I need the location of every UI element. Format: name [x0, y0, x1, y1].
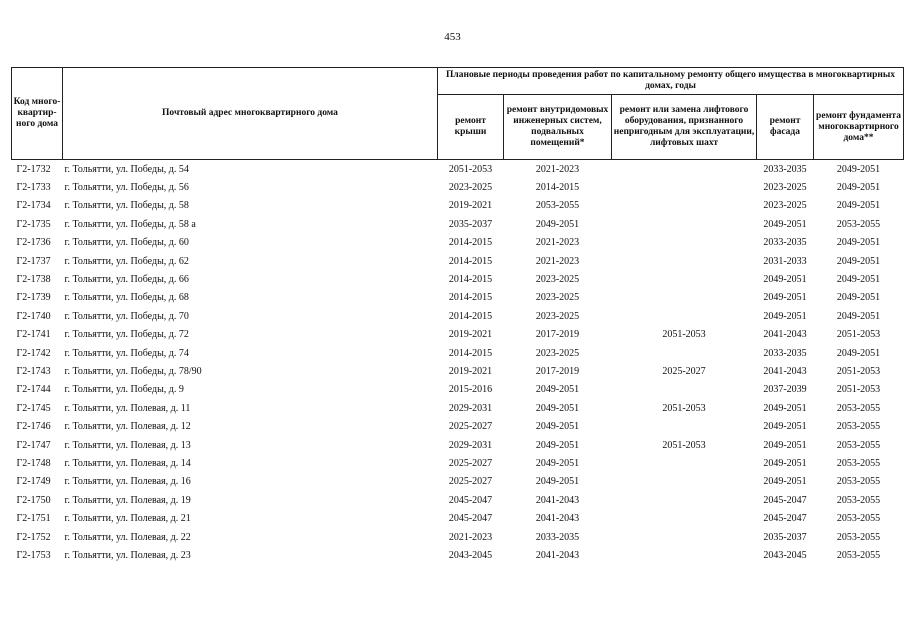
cell-elevator — [612, 270, 757, 288]
cell-code: Г2-1744 — [16, 384, 51, 396]
cell-roof: 2029-2031 — [448, 402, 493, 414]
cell-address: г. Тольятти, ул. Победы, д. 66 — [64, 274, 189, 286]
table-row — [12, 473, 904, 491]
cell-address: г. Тольятти, ул. Победы, д. 54 — [64, 163, 189, 175]
cell-systems: 2041-2043 — [535, 513, 580, 525]
cell-code: Г2-1753 — [16, 549, 51, 561]
cell-code: Г2-1743 — [16, 365, 51, 377]
cell-elevator — [612, 473, 757, 491]
cell-address: г. Тольятти, ул. Полевая, д. 16 — [64, 476, 191, 488]
cell-systems: 2049-2051 — [535, 421, 580, 433]
cell-address: г. Тольятти, ул. Победы, д. 9 — [64, 384, 184, 396]
cell-code: Г2-1745 — [16, 402, 51, 414]
cell-facade: 2049-2051 — [763, 274, 807, 286]
cell-roof: 2014-2015 — [448, 274, 493, 286]
cell-foundation: 2051-2053 — [836, 329, 881, 341]
cell-code: Г2-1732 — [16, 163, 51, 175]
cell-code: Г2-1749 — [16, 476, 51, 488]
cell-elevator — [612, 215, 757, 233]
cell-address: г. Тольятти, ул. Победы, д. 58 а — [64, 218, 196, 230]
cell-address: г. Тольятти, ул. Полевая, д. 13 — [64, 439, 191, 451]
cell-roof: 2021-2023 — [448, 531, 493, 543]
cell-address: г. Тольятти, ул. Полевая, д. 21 — [64, 513, 191, 525]
cell-facade: 2049-2051 — [763, 218, 807, 230]
cell-code: Г2-1750 — [16, 494, 51, 506]
table-row — [12, 509, 904, 527]
cell-roof: 2019-2021 — [448, 200, 493, 212]
table-row — [12, 270, 904, 288]
table-row — [12, 417, 904, 435]
cell-roof: 2014-2015 — [448, 292, 493, 304]
cell-systems: 2021-2023 — [535, 255, 580, 267]
table-header — [12, 68, 904, 160]
cell-code: Г2-1737 — [16, 255, 51, 267]
cell-elevator — [612, 252, 757, 270]
cell-address: г. Тольятти, ул. Победы, д. 74 — [64, 347, 189, 359]
cell-foundation: 2053-2055 — [836, 218, 881, 230]
cell-systems: 2053-2055 — [535, 200, 580, 212]
cell-facade: 2049-2051 — [763, 402, 807, 414]
cell-code: Г2-1734 — [16, 200, 51, 212]
cell-systems: 2023-2025 — [535, 274, 580, 286]
cell-systems: 2049-2051 — [535, 457, 580, 469]
cell-systems: 2023-2025 — [535, 292, 580, 304]
cell-elevator — [612, 289, 757, 307]
cell-roof: 2015-2016 — [448, 384, 493, 396]
cell-facade: 2045-2047 — [763, 494, 807, 506]
cell-systems: 2049-2051 — [535, 218, 580, 230]
cell-address: г. Тольятти, ул. Победы, д. 60 — [64, 237, 189, 249]
header-roof: ремонт крыши — [438, 95, 504, 160]
cell-code: Г2-1735 — [16, 218, 51, 230]
cell-address: г. Тольятти, ул. Полевая, д. 23 — [64, 549, 191, 561]
cell-elevator: 2051-2053 — [662, 439, 706, 451]
cell-systems: 2017-2019 — [535, 329, 580, 341]
cell-roof: 2014-2015 — [448, 237, 493, 249]
cell-foundation: 2053-2055 — [836, 513, 881, 525]
cell-roof: 2025-2027 — [448, 476, 493, 488]
table-row — [12, 160, 904, 179]
cell-address: г. Тольятти, ул. Победы, д. 70 — [64, 310, 189, 322]
cell-roof: 2014-2015 — [448, 255, 493, 267]
cell-address: г. Тольятти, ул. Победы, д. 72 — [64, 329, 189, 341]
cell-code: Г2-1752 — [16, 531, 51, 543]
cell-address: г. Тольятти, ул. Победы, д. 78/90 — [64, 365, 202, 377]
cell-facade: 2037-2039 — [763, 384, 807, 396]
header-address: Почтовый адрес многоквартирного дома — [63, 68, 438, 160]
table-row — [12, 307, 904, 325]
table-row — [12, 491, 904, 509]
cell-address: г. Тольятти, ул. Победы, д. 68 — [64, 292, 189, 304]
cell-foundation: 2049-2051 — [836, 182, 881, 194]
cell-systems: 2049-2051 — [535, 384, 580, 396]
cell-elevator — [612, 160, 757, 179]
cell-foundation: 2049-2051 — [836, 255, 881, 267]
cell-roof: 2023-2025 — [448, 182, 493, 194]
cell-code: Г2-1751 — [16, 513, 51, 525]
cell-systems: 2023-2025 — [535, 310, 580, 322]
cell-foundation: 2049-2051 — [836, 347, 881, 359]
cell-elevator — [612, 178, 757, 196]
cell-systems: 2014-2015 — [535, 182, 580, 194]
cell-code: Г2-1746 — [16, 421, 51, 433]
cell-foundation: 2053-2055 — [836, 531, 881, 543]
table-row — [12, 197, 904, 215]
table-row — [12, 234, 904, 252]
cell-code: Г2-1739 — [16, 292, 51, 304]
cell-elevator: 2025-2027 — [662, 365, 706, 377]
cell-elevator — [612, 197, 757, 215]
cell-facade: 2049-2051 — [763, 292, 807, 304]
cell-elevator — [612, 344, 757, 362]
cell-roof: 2019-2021 — [448, 365, 493, 377]
cell-address: г. Тольятти, ул. Победы, д. 56 — [64, 182, 189, 194]
cell-foundation: 2049-2051 — [836, 274, 881, 286]
cell-facade: 2033-2035 — [763, 347, 807, 359]
cell-foundation: 2049-2051 — [836, 200, 881, 212]
cell-foundation: 2051-2053 — [836, 365, 881, 377]
header-foundation: ремонт фундамента многоквартирного дома** — [814, 95, 904, 160]
cell-foundation: 2053-2055 — [836, 439, 881, 451]
header-periods-group: Плановые периоды проведения работ по капитальному ремонту общего имущества в многоквартирных домах, годы — [438, 68, 904, 95]
cell-address: г. Тольятти, ул. Полевая, д. 11 — [64, 402, 191, 414]
cell-elevator — [612, 546, 757, 564]
cell-address: г. Тольятти, ул. Победы, д. 62 — [64, 255, 189, 267]
table-row — [12, 215, 904, 233]
cell-code: Г2-1748 — [16, 457, 51, 469]
table-row — [12, 381, 904, 399]
cell-roof: 2045-2047 — [448, 494, 493, 506]
cell-foundation: 2053-2055 — [836, 457, 881, 469]
cell-code: Г2-1733 — [16, 182, 51, 194]
table-row — [12, 344, 904, 362]
header-facade: ремонт фасада — [757, 95, 814, 160]
cell-systems: 2041-2043 — [535, 494, 580, 506]
header-systems: ремонт внутридомовых инженерных систем, подвальных помещений* — [504, 95, 612, 160]
cell-facade: 2049-2051 — [763, 421, 807, 433]
cell-facade: 2043-2045 — [763, 549, 807, 561]
cell-facade: 2023-2025 — [763, 182, 807, 194]
cell-roof: 2025-2027 — [448, 457, 493, 469]
cell-facade: 2033-2035 — [763, 163, 807, 175]
cell-facade: 2045-2047 — [763, 513, 807, 525]
cell-systems: 2021-2023 — [535, 237, 580, 249]
cell-code: Г2-1747 — [16, 439, 51, 451]
table-body — [12, 160, 904, 565]
cell-address: г. Тольятти, ул. Полевая, д. 22 — [64, 531, 191, 543]
cell-systems: 2021-2023 — [535, 163, 580, 175]
cell-foundation: 2049-2051 — [836, 163, 881, 175]
cell-foundation: 2053-2055 — [836, 421, 881, 433]
header-elevator: ремонт или замена лифтового оборудования, признанного непригодным для эксплуатации, лифтовых шахт — [612, 95, 757, 160]
cell-code: Г2-1742 — [16, 347, 51, 359]
cell-elevator — [612, 307, 757, 325]
cell-systems: 2023-2025 — [535, 347, 580, 359]
cell-roof: 2014-2015 — [448, 310, 493, 322]
cell-roof: 2025-2027 — [448, 421, 493, 433]
table-row — [12, 399, 904, 417]
cell-code: Г2-1738 — [16, 274, 51, 286]
cell-roof: 2029-2031 — [448, 439, 493, 451]
cell-facade: 2033-2035 — [763, 237, 807, 249]
cell-foundation: 2049-2051 — [836, 310, 881, 322]
cell-roof: 2019-2021 — [448, 329, 493, 341]
cell-address: г. Тольятти, ул. Полевая, д. 12 — [64, 421, 191, 433]
table-row — [12, 289, 904, 307]
cell-systems: 2049-2051 — [535, 439, 580, 451]
cell-code: Г2-1741 — [16, 329, 51, 341]
cell-facade: 2023-2025 — [763, 200, 807, 212]
cell-foundation: 2053-2055 — [836, 476, 881, 488]
cell-systems: 2049-2051 — [535, 402, 580, 414]
cell-elevator: 2051-2053 — [662, 402, 706, 414]
table-row — [12, 362, 904, 380]
cell-elevator — [612, 491, 757, 509]
cell-systems: 2017-2019 — [535, 365, 580, 377]
cell-elevator — [612, 509, 757, 527]
cell-roof: 2043-2045 — [448, 549, 493, 561]
cell-facade: 2049-2051 — [763, 476, 807, 488]
table-row — [12, 436, 904, 454]
cell-facade: 2041-2043 — [763, 329, 807, 341]
cell-foundation: 2053-2055 — [836, 494, 881, 506]
cell-roof: 2014-2015 — [448, 347, 493, 359]
cell-elevator — [612, 234, 757, 252]
cell-roof: 2051-2053 — [448, 163, 493, 175]
table-row — [12, 528, 904, 546]
header-code: Код много-квартир-ного дома — [12, 68, 63, 160]
table-row — [12, 326, 904, 344]
cell-facade: 2031-2033 — [763, 255, 807, 267]
cell-code: Г2-1736 — [16, 237, 51, 249]
cell-systems: 2041-2043 — [535, 549, 580, 561]
cell-systems: 2049-2051 — [535, 476, 580, 488]
cell-roof: 2035-2037 — [448, 218, 493, 230]
table-row — [12, 178, 904, 196]
cell-elevator — [612, 417, 757, 435]
table-row — [12, 252, 904, 270]
table-row — [12, 454, 904, 472]
cell-elevator — [612, 454, 757, 472]
cell-elevator — [612, 528, 757, 546]
cell-facade: 2049-2051 — [763, 457, 807, 469]
cell-facade: 2041-2043 — [763, 365, 807, 377]
page-number: 453 — [444, 31, 461, 43]
cell-address: г. Тольятти, ул. Полевая, д. 19 — [64, 494, 191, 506]
cell-elevator: 2051-2053 — [662, 329, 706, 341]
capital-repair-table — [11, 67, 904, 565]
cell-foundation: 2053-2055 — [836, 549, 881, 561]
cell-facade: 2035-2037 — [763, 531, 807, 543]
cell-address: г. Тольятти, ул. Полевая, д. 14 — [64, 457, 191, 469]
cell-address: г. Тольятти, ул. Победы, д. 58 — [64, 200, 189, 212]
cell-facade: 2049-2051 — [763, 439, 807, 451]
table-row — [12, 546, 904, 564]
cell-roof: 2045-2047 — [448, 513, 493, 525]
cell-foundation: 2053-2055 — [836, 402, 881, 414]
cell-facade: 2049-2051 — [763, 310, 807, 322]
cell-foundation: 2051-2053 — [836, 384, 881, 396]
cell-code: Г2-1740 — [16, 310, 51, 322]
cell-elevator — [612, 381, 757, 399]
cell-systems: 2033-2035 — [535, 531, 580, 543]
cell-foundation: 2049-2051 — [836, 237, 881, 249]
cell-foundation: 2049-2051 — [836, 292, 881, 304]
